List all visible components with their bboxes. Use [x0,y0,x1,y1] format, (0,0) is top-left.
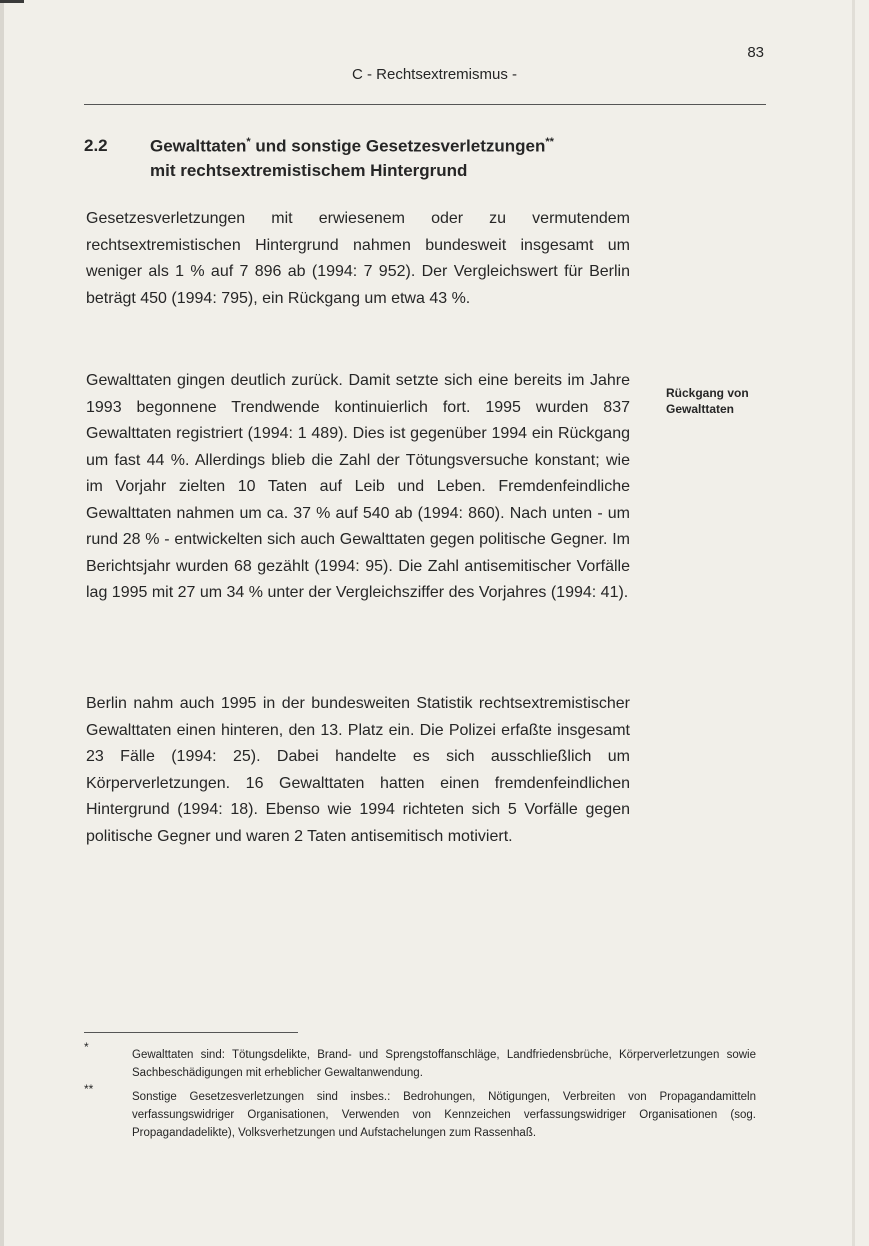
section-title-part2: und sonstige Gesetzesverletzungen [250,136,546,156]
section-title-part1: Gewalttaten [150,136,247,156]
footnote-1-text: Gewalttaten sind: Tötungsdelikte, Brand- und Sprengstoffanschläge, Landfriedensbrüche, Körperverletzungen sowie Sachbeschädigungen mit erheblicher Gewaltanwendung. [132,1049,756,1079]
paragraph-3: Berlin nahm auch 1995 in der bundesweiten Statistik rechtsextremistischer Gewalttaten einen hinteren, den 13. Platz ein. Die Polizei erfaßte insgesamt 23 Fälle (1994: 25). Dabei handelte es sich ausschließlich um Körperverletzungen. 16 Gewalttaten hatten einen fremdenfeindlichen Hintergrund (1994: 18). Ebenso wie 1994 richteten sich 5 Vorfälle gegen politische Gegner und waren 2 Taten antisemitisch motiviert. [86,695,630,845]
scan-edge-right [852,0,855,1246]
footnote-ref-2: ** [545,136,554,148]
section-title [150,130,710,183]
paragraph-2: Gewalttaten gingen deutlich zurück. Damit setzte sich eine bereits im Jahre 1993 begonnene Trendwende kontinuierlich fort. 1995 wurden 837 Gewalttaten registriert (1994: 1 489). Dies ist gegenüber 1994 ein Rückgang um fast 44 %. Allerdings blieb die Zahl der Tötungsversuche konstant; wie im Vorjahr zielten 10 Taten auf Leib und Leben. Fremdenfeindliche Gewalttaten nahmen um ca. 37 % auf 540 ab (1994: 860). Nach unten - um rund 28 % - entwickelten sich auch Gewalttaten gegen politische Gegner. Im Berichtsjahr wurden 68 gezählt (1994: 95). Die Zahl antisemitischer Vorfälle lag 1995 mit 27 um 34 % unter der Vergleichsziffer des Vorjahres (1994: 41). [86,372,630,601]
footnote-2-mark: ** [84,1082,94,1096]
section-number: 2.2 [84,136,108,155]
scan-edge-left [0,0,4,1246]
footnote-ref-1: * [246,136,251,148]
section-title-line2: mit rechtsextremistischem Hintergrund [150,160,468,180]
margin-note: Rückgang von Gewalttaten [666,386,749,416]
scan-corner-mark [0,0,24,3]
footnote-2-text: Sonstige Gesetzesverletzungen sind insbes.: Bedrohungen, Nötigungen, Verbreiten von Propagandamitteln verfassungswidriger Organisationen, Verwenden von Kennzeichen verfassungswidriger Organisationen (sog. Propagandadelikte), Volksverhetzungen und Aufstachelungen zum Rassenhaß. [132,1091,756,1139]
paragraph-1: Gesetzesverletzungen mit erwiesenem oder zu vermutendem rechtsextremistischen Hintergrund nahmen bundesweit insgesamt um weniger als 1 % auf 7 896 ab (1994: 7 952). Der Vergleichswert für Berlin beträgt 450 (1994: 795), ein Rückgang um etwa 43 %. [86,210,630,307]
running-head: C - Rechtsextremismus - [351,66,518,83]
page-number: 83 [747,44,764,61]
header-rule [84,104,766,105]
footnote-rule [84,1032,298,1033]
footnote-1-mark: * [84,1040,89,1054]
